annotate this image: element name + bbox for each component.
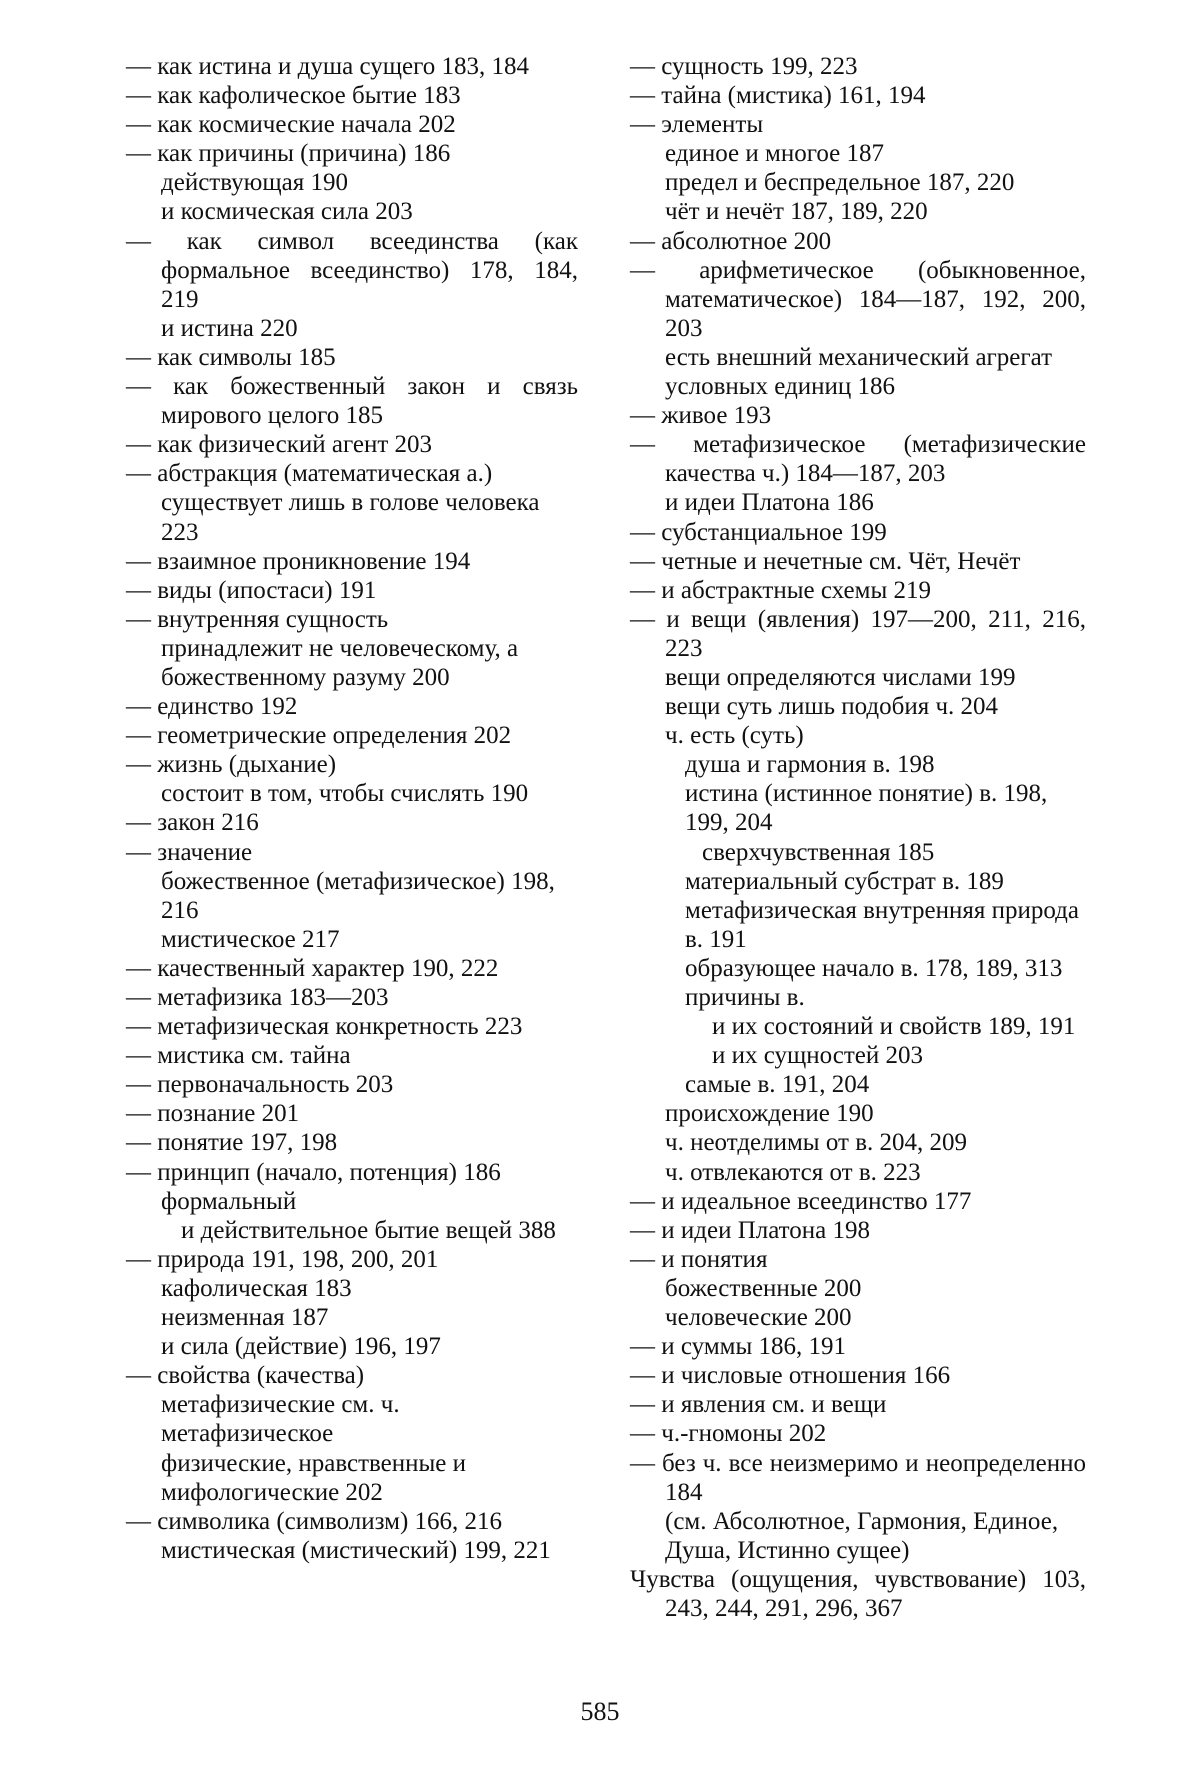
index-entry: единое и многое 187 (665, 140, 885, 168)
index-entry: — и явления см. и вещи (630, 1391, 887, 1419)
index-entry: мистическое 217 (161, 925, 340, 953)
index-entry: принадлежит не человеческому, а божественному разуму 200 (161, 634, 519, 691)
index-entry: физические, нравственные и мифологические 202 (161, 1449, 467, 1506)
index-entry: ч. отвлекаются от в. 223 (665, 1158, 921, 1186)
index-entry: есть внешний механический агрегат условных единиц 186 (665, 343, 1053, 401)
index-entry: ч. неотделимы от в. 204, 209 (665, 1129, 968, 1157)
index-entry: — и вещи (явления) 197—200, 211, 216, 223 (630, 605, 1086, 662)
index-entry: — закон 216 (126, 809, 259, 837)
index-entry: — принцип (начало, потенция) 186 (126, 1158, 501, 1186)
index-entry: — абсолютное 200 (630, 227, 832, 255)
index-entry: — как истина и душа сущего 183, 184 (126, 53, 529, 80)
index-entry: — как символ всеединства (как формальное всеединство) 178, 184, 219 (126, 227, 578, 313)
index-entry: Чувства (ощущения, чувствование) 103, 243, 244, 291, 296, 367 (630, 1565, 1086, 1622)
index-column-left (126, 52, 578, 1565)
index-entry: — и идеи Платона 198 (630, 1216, 871, 1244)
index-entry: истина (истинное понятие) в. 198, 199, 204 (685, 780, 1048, 837)
index-entry: — тайна (мистика) 161, 194 (630, 82, 926, 110)
index-entry: — абстракция (математическая а.) (126, 460, 493, 488)
index-entry: кафолическая 183 (161, 1274, 352, 1302)
index-entry: образующее начало в. 178, 189, 313 (685, 954, 1063, 982)
index-entry: — четные и нечетные см. Чёт, Нечёт (630, 547, 1021, 575)
index-entry: (см. Абсолютное, Гармония, Единое, Душа, Истинно сущее) (665, 1507, 1059, 1564)
index-entry: — свойства (качества) (126, 1362, 365, 1390)
index-entry: мистическая (мистический) 199, 221 (161, 1536, 551, 1564)
index-entry: — внутренняя сущность (126, 605, 389, 633)
index-entry: существует лишь в голове человека 223 (161, 489, 540, 546)
index-entry: — как символы 185 (126, 343, 336, 371)
index-entry: — и числовые отношения 166 (630, 1362, 951, 1390)
index-entry: — познание 201 (126, 1100, 300, 1128)
index-entry: — и абстрактные схемы 219 (630, 576, 931, 604)
index-entry: — как причины (причина) 186 (126, 140, 451, 168)
index-entry: состоит в том, чтобы счислять 190 (161, 780, 529, 808)
index-column-right (630, 52, 1086, 1623)
index-entry: и их сущностей 203 (712, 1042, 924, 1070)
index-entry: человеческие 200 (665, 1304, 852, 1332)
index-entry: — геометрические определения 202 (126, 722, 512, 750)
index-entry: божественные 200 (665, 1274, 862, 1302)
index-entry: — метафизика 183—203 (126, 984, 389, 1011)
index-entry: — и понятия (630, 1245, 768, 1273)
index-entry: — без ч. все неизмеримо и неопределенно 184 (630, 1449, 1086, 1506)
index-entry: вещи суть лишь подобия ч. 204 (665, 693, 999, 721)
index-entry: душа и гармония в. 198 (685, 751, 935, 779)
index-entry: материальный субстрат в. 189 (685, 867, 1004, 895)
index-entry: — ч.-гномоны 202 (630, 1420, 827, 1448)
index-entry: самые в. 191, 204 (685, 1071, 870, 1099)
index-entry: — и идеальное всеединство 177 (630, 1187, 972, 1215)
index-entry: действующая 190 (161, 169, 348, 197)
index-entry: — элементы (630, 111, 764, 139)
index-entry: метафизические см. ч. метафизическое (161, 1391, 400, 1448)
index-entry: — как божественный закон и связь мирового целого 185 (126, 373, 578, 430)
index-entry: — мистика см. тайна (126, 1042, 351, 1070)
index-entry: причины в. (685, 984, 805, 1011)
index-entry: и истина 220 (161, 314, 298, 342)
index-entry: — жизнь (дыхание) (126, 751, 337, 779)
index-entry: предел и беспредельное 187, 220 (665, 169, 1015, 197)
index-entry: формальный (161, 1187, 297, 1215)
index-entry: и идеи Платона 186 (665, 489, 874, 517)
index-entry: — значение (126, 838, 253, 866)
index-entry: — субстанциальное 199 (630, 518, 887, 546)
index-entry: неизменная 187 (161, 1304, 329, 1332)
index-entry: — как кафолическое бытие 183 (126, 82, 461, 110)
index-entry: метафизическая внутренняя природа в. 191 (685, 896, 1079, 953)
index-entry: — понятие 197, 198 (126, 1129, 338, 1157)
index-entry: — виды (ипостаси) 191 (126, 576, 377, 604)
index-entry: — единство 192 (126, 693, 298, 721)
index-entry: — природа 191, 198, 200, 201 (126, 1245, 439, 1273)
index-entry: ч. есть (суть) (665, 722, 804, 750)
index-entry: — символика (символизм) 166, 216 (126, 1507, 503, 1535)
index-entry: происхождение 190 (665, 1100, 874, 1128)
index-entry: — и суммы 186, 191 (630, 1333, 847, 1361)
index-entry: и их состояний и свойств 189, 191 (712, 1013, 1076, 1041)
index-entry: и космическая сила 203 (161, 198, 413, 226)
index-entry: — как космические начала 202 (126, 111, 456, 139)
index-entry: — первоначальность 203 (126, 1071, 394, 1099)
index-entry: — метафизическая конкретность 223 (126, 1013, 523, 1041)
index-entry: — как физический агент 203 (126, 431, 433, 459)
index-entry: сверхчувственная 185 (702, 838, 935, 866)
index-entry: — сущность 199, 223 (630, 53, 858, 80)
index-entry: — качественный характер 190, 222 (126, 954, 499, 982)
index-entry: — живое 193 (630, 402, 772, 430)
index-entry: и действительное бытие вещей 388 (181, 1216, 556, 1244)
index-entry: — арифметическое (обыкновенное, математическое) 184—187, 192, 200, 203 (630, 256, 1086, 342)
index-entry: — взаимное проникновение 194 (126, 547, 471, 575)
index-entry: и сила (действие) 196, 197 (161, 1333, 441, 1361)
index-entry: — метафизическое (метафизические качества ч.) 184—187, 203 (630, 431, 1086, 488)
index-entry: чёт и нечёт 187, 189, 220 (665, 198, 928, 226)
index-entry: вещи определяются числами 199 (665, 663, 1016, 691)
page-number: 585 (580, 1697, 620, 1726)
index-entry: божественное (метафизическое) 198, 216 (161, 867, 555, 924)
